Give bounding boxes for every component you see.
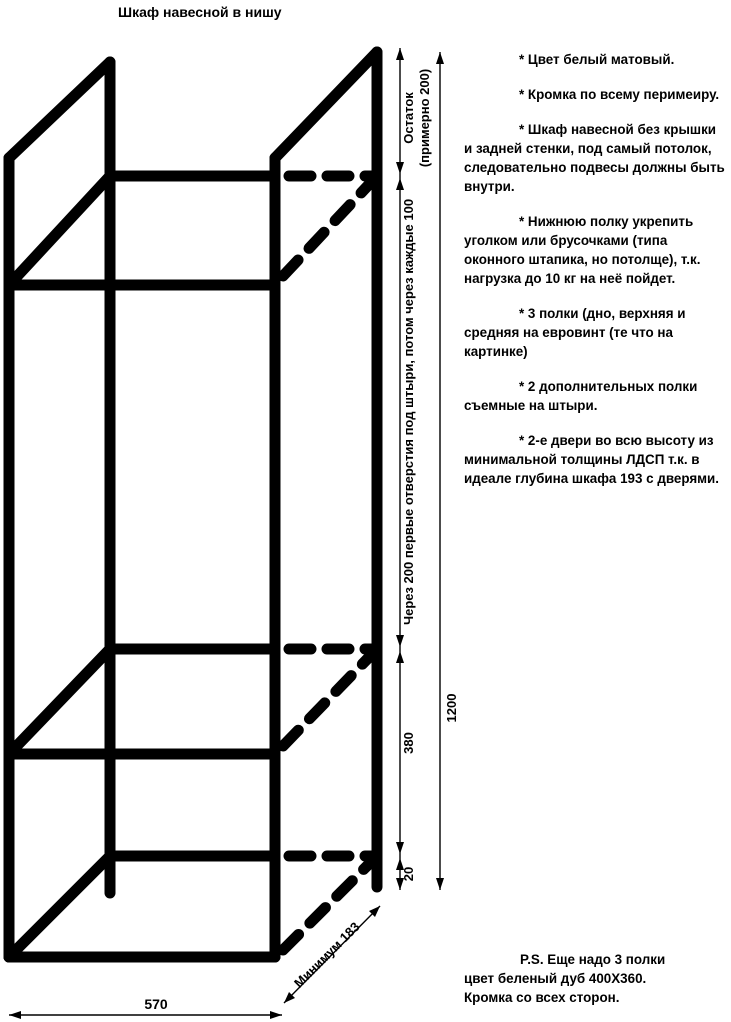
dim-total-height-label: 1200 — [444, 693, 459, 723]
upper-shelf-left-side — [9, 176, 110, 285]
middle-shelf-right-hidden — [283, 649, 377, 746]
dim-width-label: 570 — [144, 996, 168, 1012]
dim-remainder-note: (примерно 200) — [417, 68, 432, 168]
postscript — [464, 950, 726, 1007]
note-extra-shelves: * 2 дополнительных полки съемные на штыри. — [464, 379, 698, 413]
dim-bottom-gap-label: 20 — [401, 866, 416, 882]
dim-remainder-label: Остаток — [401, 92, 416, 144]
note-edge: * Кромка по всему перимеиру. — [519, 87, 720, 102]
bottom-shelf-right-hidden — [283, 856, 377, 950]
top-right-diagonal — [275, 52, 377, 158]
dim-depth-label: Минимум 183 — [291, 919, 363, 991]
top-left-diagonal — [9, 62, 110, 158]
note-bottom-shelf: * Нижнюю полку укрепить уголком или брусочками (типа оконного штапика, но потолще), т.к. нагрузка до 10 кг на неё пойдет. — [464, 214, 701, 286]
postscript-line-1: P.S. Еще надо 3 полки — [520, 952, 666, 967]
note-mounting: * Шкаф навесной без крышки и задней стенки, под самый потолок, следовательно подвесы должны быть внутри. — [464, 122, 725, 194]
upper-shelf-right-hidden — [283, 176, 377, 276]
page-title: Шкаф навесной в нишу — [118, 4, 282, 20]
middle-shelf-left-side — [9, 649, 110, 754]
note-three-shelves: * 3 полки (дно, верхняя и средняя на евровинт (те что на картинке) — [464, 306, 686, 359]
postscript-line-3: Кромка со всех сторон. — [464, 990, 620, 1005]
note-color: * Цвет белый матовый. — [519, 52, 675, 67]
dim-middle-gap-label: 380 — [401, 732, 416, 754]
postscript-line-2: цвет беленый дуб 400Х360. — [464, 971, 647, 986]
dim-holes-label: Через 200 первые отверстия под штыри, потом через каждые 100 — [401, 198, 416, 626]
notes-list — [464, 50, 726, 504]
bottom-shelf-left-side — [9, 856, 110, 957]
note-doors: * 2-е двери во всю высоту из минимальной толщины ЛДСП т.к. в идеале глубина шкафа 193 с дверями. — [464, 433, 720, 486]
